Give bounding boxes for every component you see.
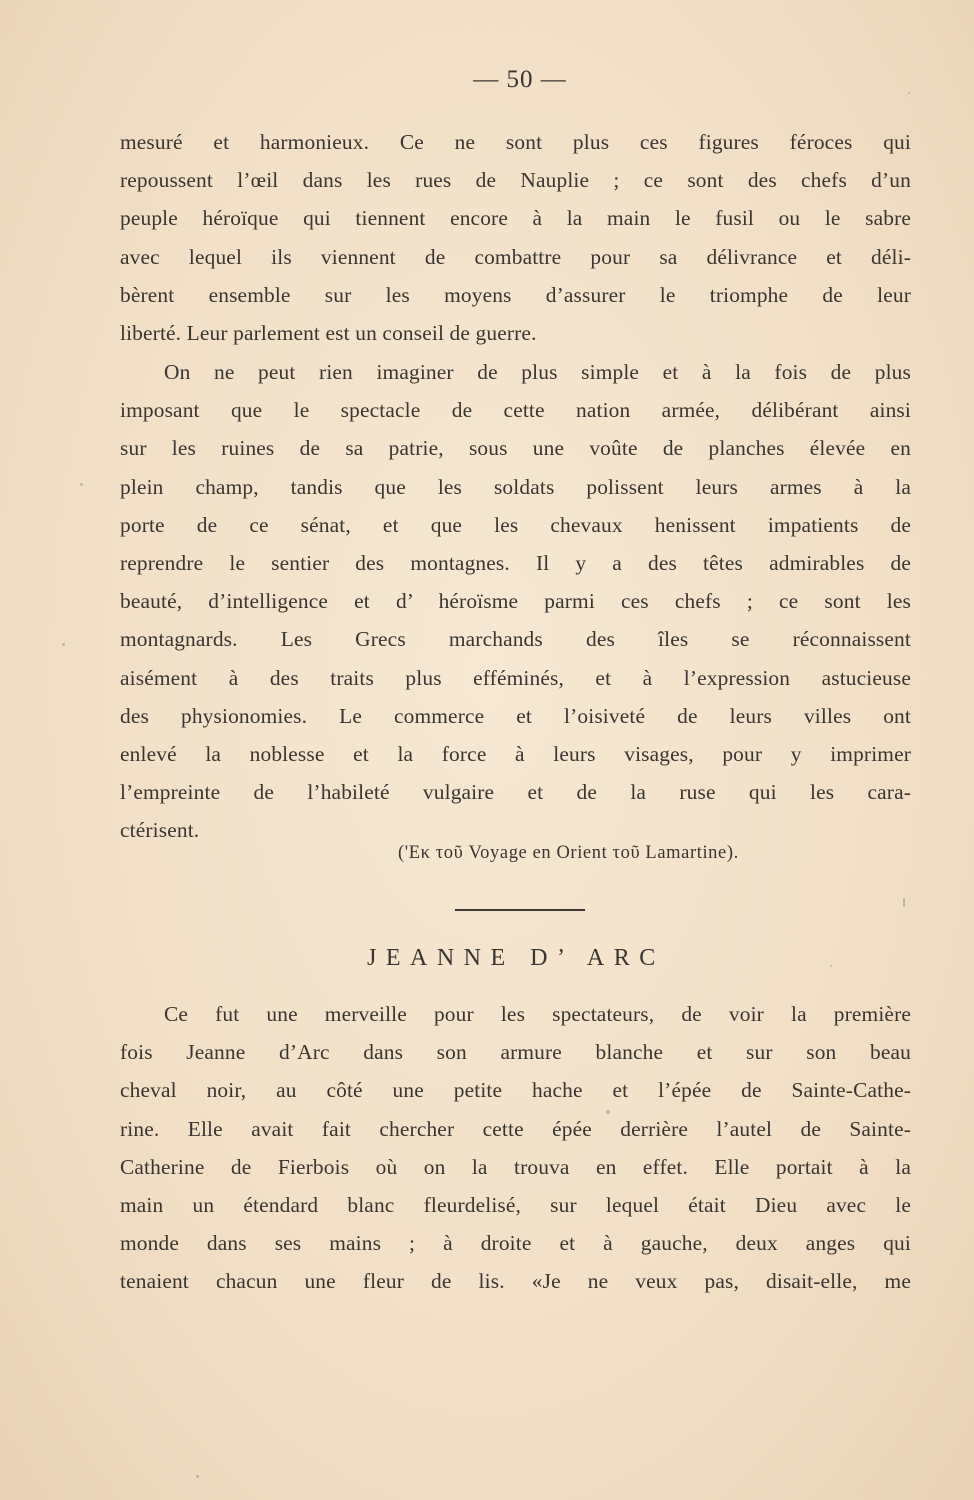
paper-speck bbox=[908, 92, 910, 94]
text-line: ctérisent. bbox=[120, 818, 200, 843]
text-line: porte de ce sénat, et que les chevaux henissent impatients de bbox=[120, 512, 911, 537]
text-line: fois Jeanne d’Arc dans son armure blanche et sur son beau bbox=[120, 1040, 911, 1065]
text-line: On ne peut rien imaginer de plus simple et à la fois de plus bbox=[164, 360, 911, 384]
paper-speck bbox=[80, 483, 83, 486]
text-line: tenaient chacun une fleur de lis. «Je ne veux pas, disait-elle, me bbox=[120, 1269, 911, 1294]
text-line: Catherine de Fierbois où on la trouva en effet. Elle portait à la bbox=[120, 1154, 911, 1179]
text-line: mesuré et harmonieux. Ce ne sont plus ces figures féroces qui bbox=[120, 130, 911, 154]
text-line: repoussent l’œil dans les rues de Nauplie ; ce sont des chefs d’un bbox=[120, 168, 911, 193]
text-line: monde dans ses mains ; à droite et à gauche, deux anges qui bbox=[120, 1231, 911, 1256]
text-line: avec lequel ils viennent de combattre pour sa délivrance et déli- bbox=[120, 244, 911, 269]
text-line: beauté, d’intelligence et d’ héroïsme parmi ces chefs ; ce sont les bbox=[120, 589, 911, 614]
text-line: liberté. Leur parlement est un conseil de guerre. bbox=[120, 321, 537, 346]
passage-lamartine-part-1 bbox=[120, 123, 911, 352]
paper-speck bbox=[196, 1475, 199, 1478]
text-line: l’empreinte de l’habileté vulgaire et de la ruse qui les cara- bbox=[120, 780, 911, 805]
text-line: peuple héroïque qui tiennent encore à la main le fusil ou le sabre bbox=[120, 206, 911, 231]
text-line: enlevé la noblesse et la force à leurs visages, pour y imprimer bbox=[120, 742, 911, 767]
passage-jeanne-darc bbox=[120, 995, 911, 1301]
text-line: reprendre le sentier des montagnes. Il y a des têtes admirables de bbox=[120, 551, 911, 576]
text-line: rine. Elle avait fait chercher cette épée derrière l’autel de Sainte- bbox=[120, 1116, 911, 1141]
source-attribution: ('Eκ τοῦ Voyage en Orient τοῦ Lamartine). bbox=[398, 843, 739, 863]
text-line: cheval noir, au côté une petite hache et l’épée de Sainte-Cathe- bbox=[120, 1078, 911, 1103]
text-line: main un étendard blanc fleurdelisé, sur lequel était Dieu avec le bbox=[120, 1193, 911, 1218]
text-line: aisément à des traits plus efféminés, et à l’expression astucieuse bbox=[120, 665, 911, 690]
paper-speck bbox=[606, 1110, 610, 1114]
passage-lamartine-part-2 bbox=[120, 353, 911, 850]
text-line: plein champ, tandis que les soldats polissent leurs armes à la bbox=[120, 474, 911, 499]
text-line: bèrent ensemble sur les moyens d’assurer le triomphe de leur bbox=[120, 282, 911, 307]
text-line: imposant que le spectacle de cette nation armée, délibérant ainsi bbox=[120, 398, 911, 423]
section-title: JEANNE D’ ARC bbox=[367, 945, 665, 971]
paper-speck bbox=[903, 898, 905, 907]
text-line: des physionomies. Le commerce et l’oisiveté de leurs villes ont bbox=[120, 703, 911, 728]
text-line: sur les ruines de sa patrie, sous une voûte de planches élevée en bbox=[120, 436, 911, 461]
section-divider bbox=[455, 909, 585, 911]
paper-speck bbox=[62, 643, 65, 646]
paper-speck bbox=[830, 965, 832, 967]
page-number: — 50 — bbox=[473, 66, 567, 93]
text-line: montagnards. Les Grecs marchands des îles se réconnaissent bbox=[120, 627, 911, 652]
text-line: Ce fut une merveille pour les spectateurs, de voir la première bbox=[164, 1002, 911, 1026]
